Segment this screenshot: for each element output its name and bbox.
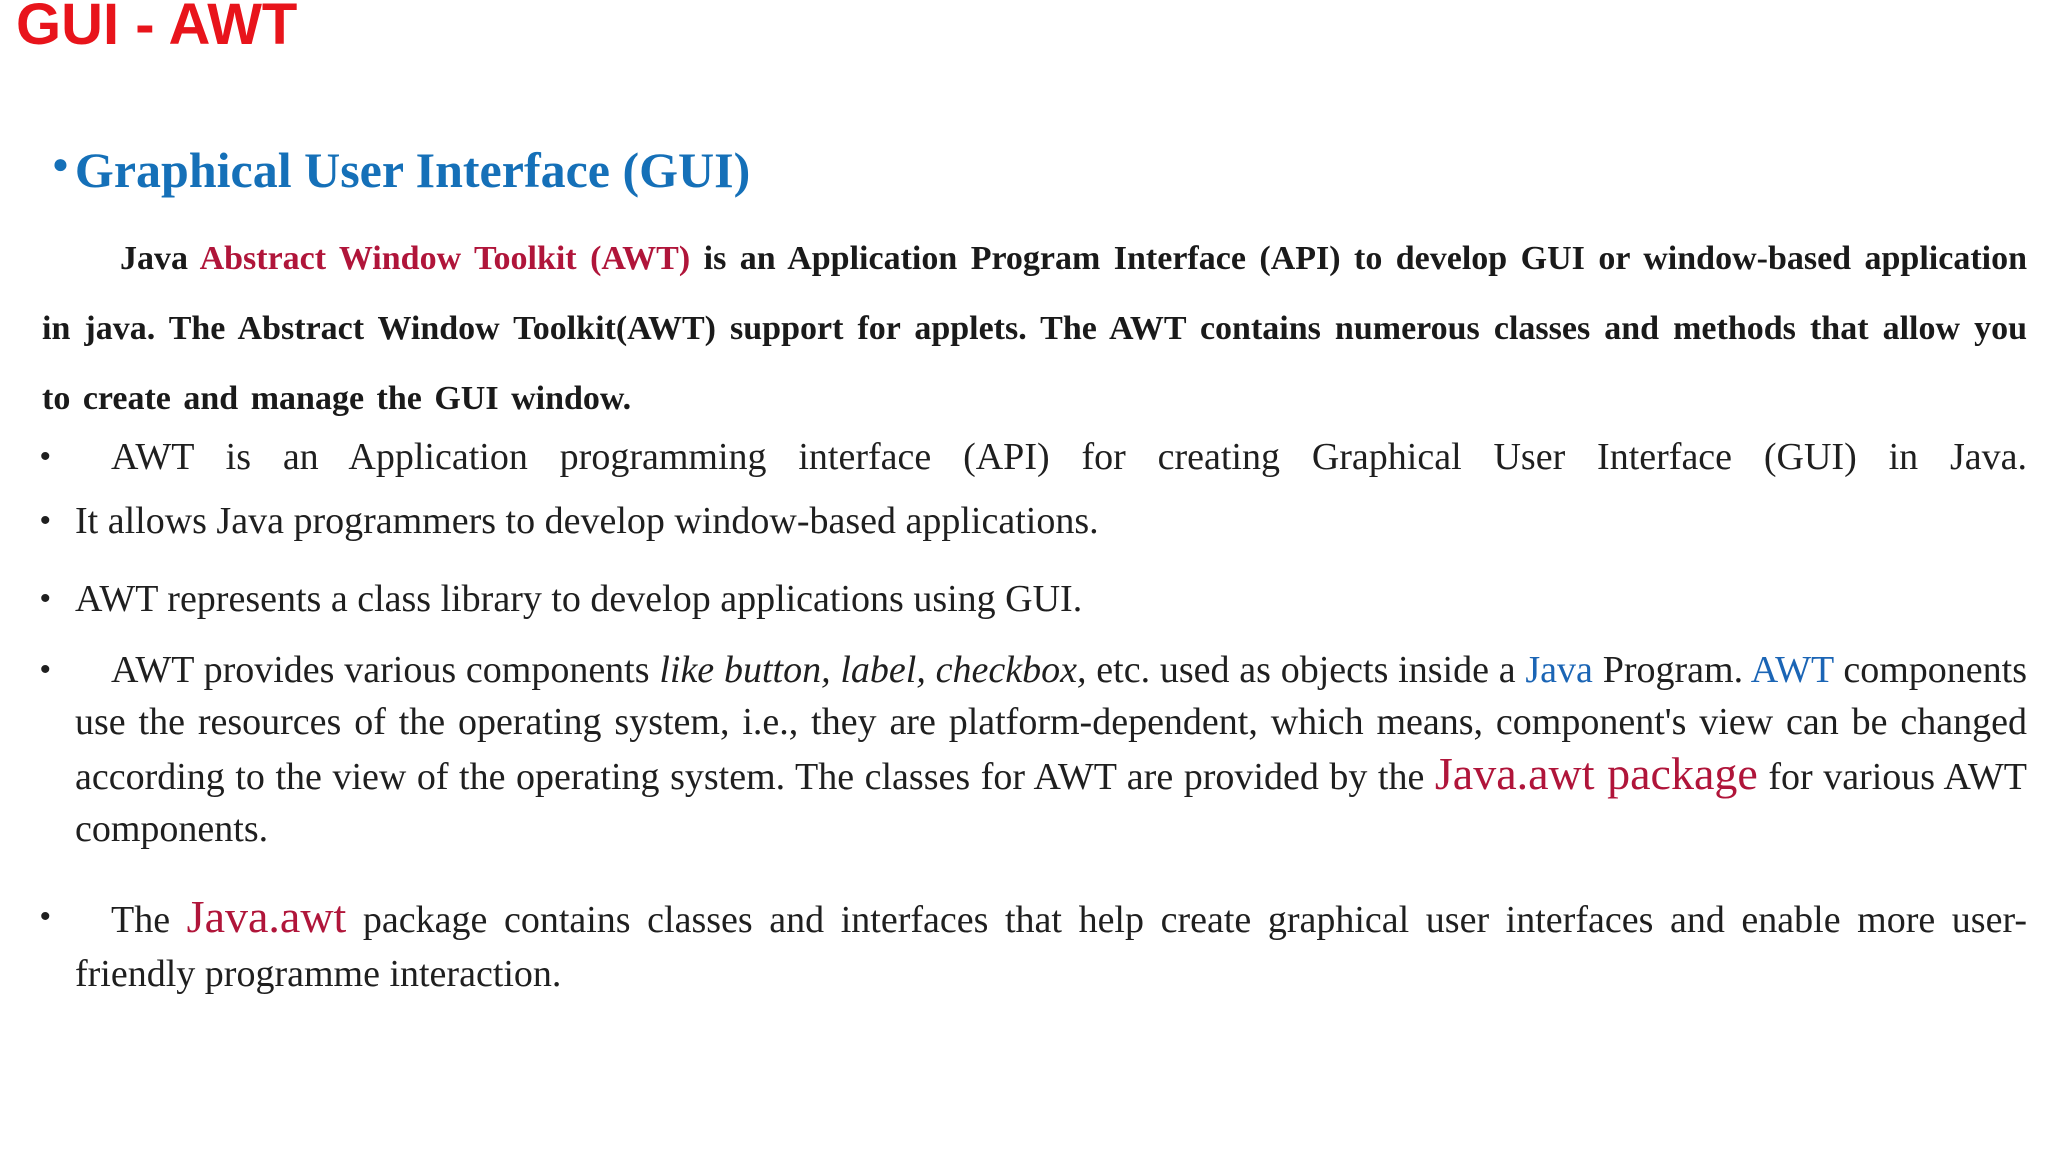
bullet-text	[75, 644, 2027, 855]
b4-package: Java.awt package	[1434, 748, 1758, 799]
bullet-dot-icon: •	[40, 440, 51, 473]
intro-highlight: Abstract Window Toolkit (AWT)	[199, 240, 691, 277]
subheading	[52, 134, 750, 200]
bullet-text: AWT represents a class library to develop applications using GUI.	[75, 578, 1083, 620]
b5-part1: The	[111, 899, 187, 941]
b4-italic: like button, label, checkbox,	[659, 649, 1087, 691]
intro-lead: Java	[120, 240, 188, 277]
slide-title: GUI - AWT	[16, 0, 298, 57]
b5-package: Java.awt	[186, 891, 347, 942]
java-link[interactable]: Java	[1525, 649, 1593, 691]
bullet-dot-icon: •	[40, 653, 51, 686]
b4-part2: etc. used as objects inside a	[1086, 649, 1526, 691]
intro-paragraph	[42, 224, 2027, 434]
bullet-text	[75, 890, 2027, 1001]
b4-part1: AWT provides various components	[111, 649, 660, 691]
bullet-dot-icon: •	[40, 582, 51, 615]
b5-part2: package contains classes and interfaces that help create graphical user interfaces and enable more user-friendly programme interaction.	[75, 899, 2028, 995]
bullet-text: AWT is an Application programming interface (API) for creating Graphical User Interface (GUI) in Java.	[111, 436, 2027, 478]
bullet-dot-icon: •	[40, 504, 51, 537]
b4-part4: components use the resources of the operating system, i.e., they are platform-dependent, which means, component's view can be changed according to the view of the operating system. The classes for AWT are provided by the	[75, 649, 2028, 798]
awt-link[interactable]: AWT	[1750, 649, 1834, 691]
b4-part3: Program.	[1592, 649, 1751, 691]
bullet-text: It allows Java programmers to develop window-based applications.	[75, 500, 1099, 542]
b4-part5: for various AWT components.	[75, 756, 2027, 850]
intro-rest: is an Application Program Interface (API) to develop GUI or window-based application in java. The Abstract Window Toolkit(AWT) support for applets. The AWT contains numerous classes and methods that allow you to create and manage the GUI window.	[42, 240, 2028, 417]
subheading-text: Graphical User Interface (GUI)	[74, 142, 751, 198]
bullet-dot-icon: ●	[52, 148, 69, 179]
bullet-dot-icon: •	[40, 900, 51, 933]
